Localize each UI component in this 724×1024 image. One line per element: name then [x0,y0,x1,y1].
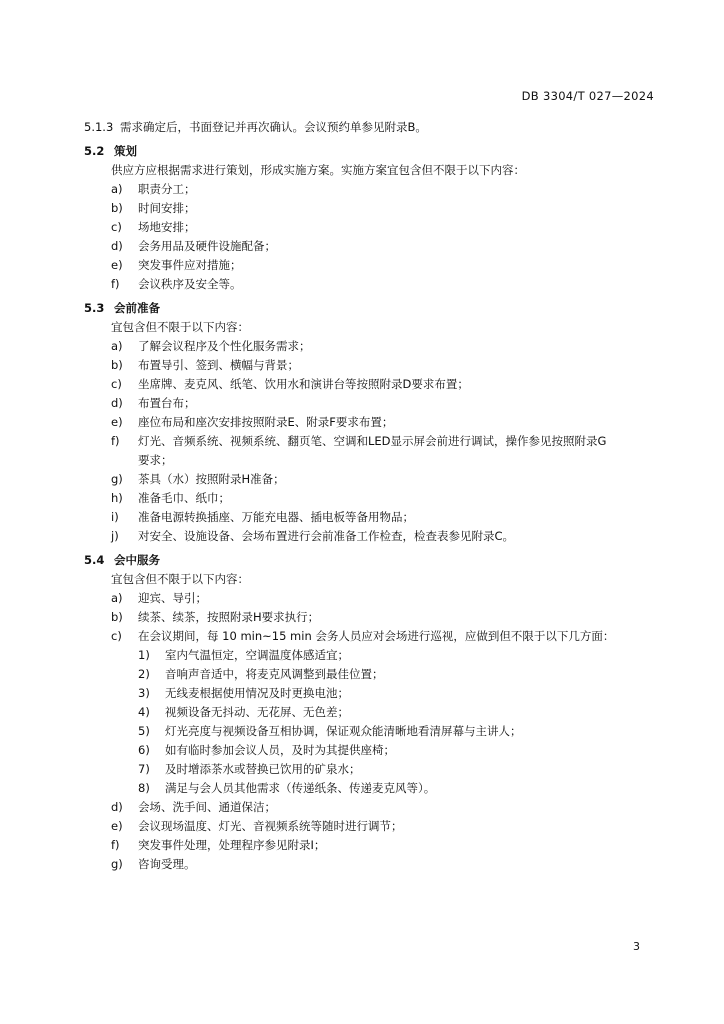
item-marker: c) [111,220,122,234]
item-text: 茶具（水）按照附录H准备； [138,472,285,486]
item-text: 布置导引、签到、横幅与背景； [138,358,299,372]
sub-list [84,646,660,798]
list-item [84,432,660,451]
item-marker: c) [111,629,122,643]
item-marker: f) [111,277,120,291]
item-marker: e) [111,415,123,429]
item-marker: c) [111,377,122,391]
item-text: 室内气温恒定，空调温度体感适宜； [165,648,349,662]
item-text: 职责分工； [138,182,196,196]
clause-5-1-3 [84,118,660,137]
section-number: 5.2 [84,144,105,158]
list-item [84,608,660,627]
sub-list-item [84,703,660,722]
section-number: 5.3 [84,301,105,315]
item-marker: a) [111,339,123,353]
item-text: 时间安排； [138,201,196,215]
item-text: 迎宾、导引； [138,591,207,605]
section-title: 会前准备 [114,301,160,315]
section-5-4-intro: 宜包含但不限于以下内容： [111,572,249,586]
list-item [84,218,660,237]
list-item-continuation: 要求； [138,453,173,467]
item-marker: 1) [138,648,150,662]
item-marker: 7) [138,762,150,776]
list-item [84,337,660,356]
item-marker: 3) [138,686,150,700]
sub-list-item [84,665,660,684]
item-text: 续茶、续茶，按照附录H要求执行； [138,610,320,624]
list-item [84,199,660,218]
item-marker: 2) [138,667,150,681]
section-5-2-intro: 供应方应根据需求进行策划，形成实施方案。实施方案宜包含但不限于以下内容： [111,163,525,177]
clause-number: 5.1.3 [84,120,114,134]
item-marker: 5) [138,724,150,738]
section-5-3-intro: 宜包含但不限于以下内容： [111,320,249,334]
sub-list-item [84,741,660,760]
list-item [84,356,660,375]
item-text: 布置台布； [138,396,196,410]
item-marker: a) [111,182,123,196]
list-item [84,237,660,256]
item-marker: g) [111,472,123,486]
list-item [84,798,660,817]
list-item [84,275,660,294]
sub-list-item [84,760,660,779]
item-text: 无线麦根据使用情况及时更换电池； [165,686,349,700]
list-item [84,413,660,432]
item-text: 会场、洗手间、通道保洁； [138,800,276,814]
item-text: 咨询受理。 [138,857,196,871]
list-item [84,508,660,527]
item-text: 突发事件应对措施； [138,258,242,272]
item-marker: g) [111,857,123,871]
list-item [84,180,660,199]
item-text: 灯光亮度与视频设备互相协调，保证观众能清晰地看清屏幕与主讲人； [165,724,522,738]
item-marker: d) [111,396,123,410]
item-marker: f) [111,838,120,852]
list-item [84,375,660,394]
item-text: 灯光、音频系统、视频系统、翻页笔、空调和LED显示屏会前进行调试，操作参见按照附录G [138,434,607,448]
item-text: 座位布局和座次安排按照附录E、附录F要求布置； [138,415,394,429]
item-marker: d) [111,800,123,814]
item-marker: h) [111,491,123,505]
sub-list-item [84,779,660,798]
section-5-3-list [84,337,660,546]
item-text: 在会议期间，每 10 min~15 min 会务人员应对会场进行巡视，应做到但不限于以下几方面： [138,629,615,643]
item-text: 及时增添茶水或替换已饮用的矿泉水； [165,762,361,776]
list-item [84,855,660,874]
item-text: 准备毛巾、纸巾； [138,491,230,505]
section-number: 5.4 [84,553,105,567]
item-marker: b) [111,610,123,624]
item-text: 满足与会人员其他需求（传递纸条、传递麦克风等）。 [165,781,436,795]
list-item [84,627,660,646]
document-code: DB 3304/T 027—2024 [521,89,654,103]
item-marker: d) [111,239,123,253]
item-marker: e) [111,258,123,272]
list-item [84,489,660,508]
item-text: 会务用品及硬件设施配备； [138,239,276,253]
item-text: 如有临时参加会议人员，及时为其提供座椅； [165,743,395,757]
section-title: 会中服务 [114,553,160,567]
sub-list-item [84,684,660,703]
list-item [84,527,660,546]
sub-list-item [84,646,660,665]
item-marker: e) [111,819,123,833]
item-text: 准备电源转换插座、万能充电器、插电板等备用物品； [138,510,414,524]
item-marker: f) [111,434,120,448]
item-text: 对安全、设施设备、会场布置进行会前准备工作检查，检查表参见附录C。 [138,529,515,543]
item-text: 会议秩序及安全等。 [138,277,242,291]
section-5-4-heading [84,551,660,570]
item-text: 会议现场温度、灯光、音视频系统等随时进行调节； [138,819,403,833]
item-marker: b) [111,358,123,372]
item-text: 视频设备无抖动、无花屏、无色差； [165,705,349,719]
item-marker: 4) [138,705,150,719]
section-5-3-heading [84,299,660,318]
list-item [84,394,660,413]
item-marker: j) [111,529,119,543]
item-marker: 8) [138,781,150,795]
list-item [84,470,660,489]
list-item [84,256,660,275]
sub-list-item [84,722,660,741]
item-marker: b) [111,201,123,215]
item-text: 场地安排； [138,220,196,234]
item-text: 音响声音适中，将麦克风调整到最佳位置； [165,667,384,681]
page-number: 3 [633,940,640,953]
item-text: 突发事件处理，处理程序参见附录I； [138,838,326,852]
list-item [84,836,660,855]
section-5-2-heading [84,142,660,161]
item-marker: a) [111,591,123,605]
list-item [84,817,660,836]
section-5-2-list [84,180,660,294]
item-text: 了解会议程序及个性化服务需求； [138,339,311,353]
page-body [84,118,660,874]
item-marker: i) [111,510,119,524]
section-title: 策划 [114,144,137,158]
item-marker: 6) [138,743,150,757]
list-item [84,589,660,608]
item-text: 坐席牌、麦克风、纸笔、饮用水和演讲台等按照附录D要求布置； [138,377,469,391]
clause-text: 需求确定后，书面登记并再次确认。会议预约单参见附录B。 [120,120,427,134]
